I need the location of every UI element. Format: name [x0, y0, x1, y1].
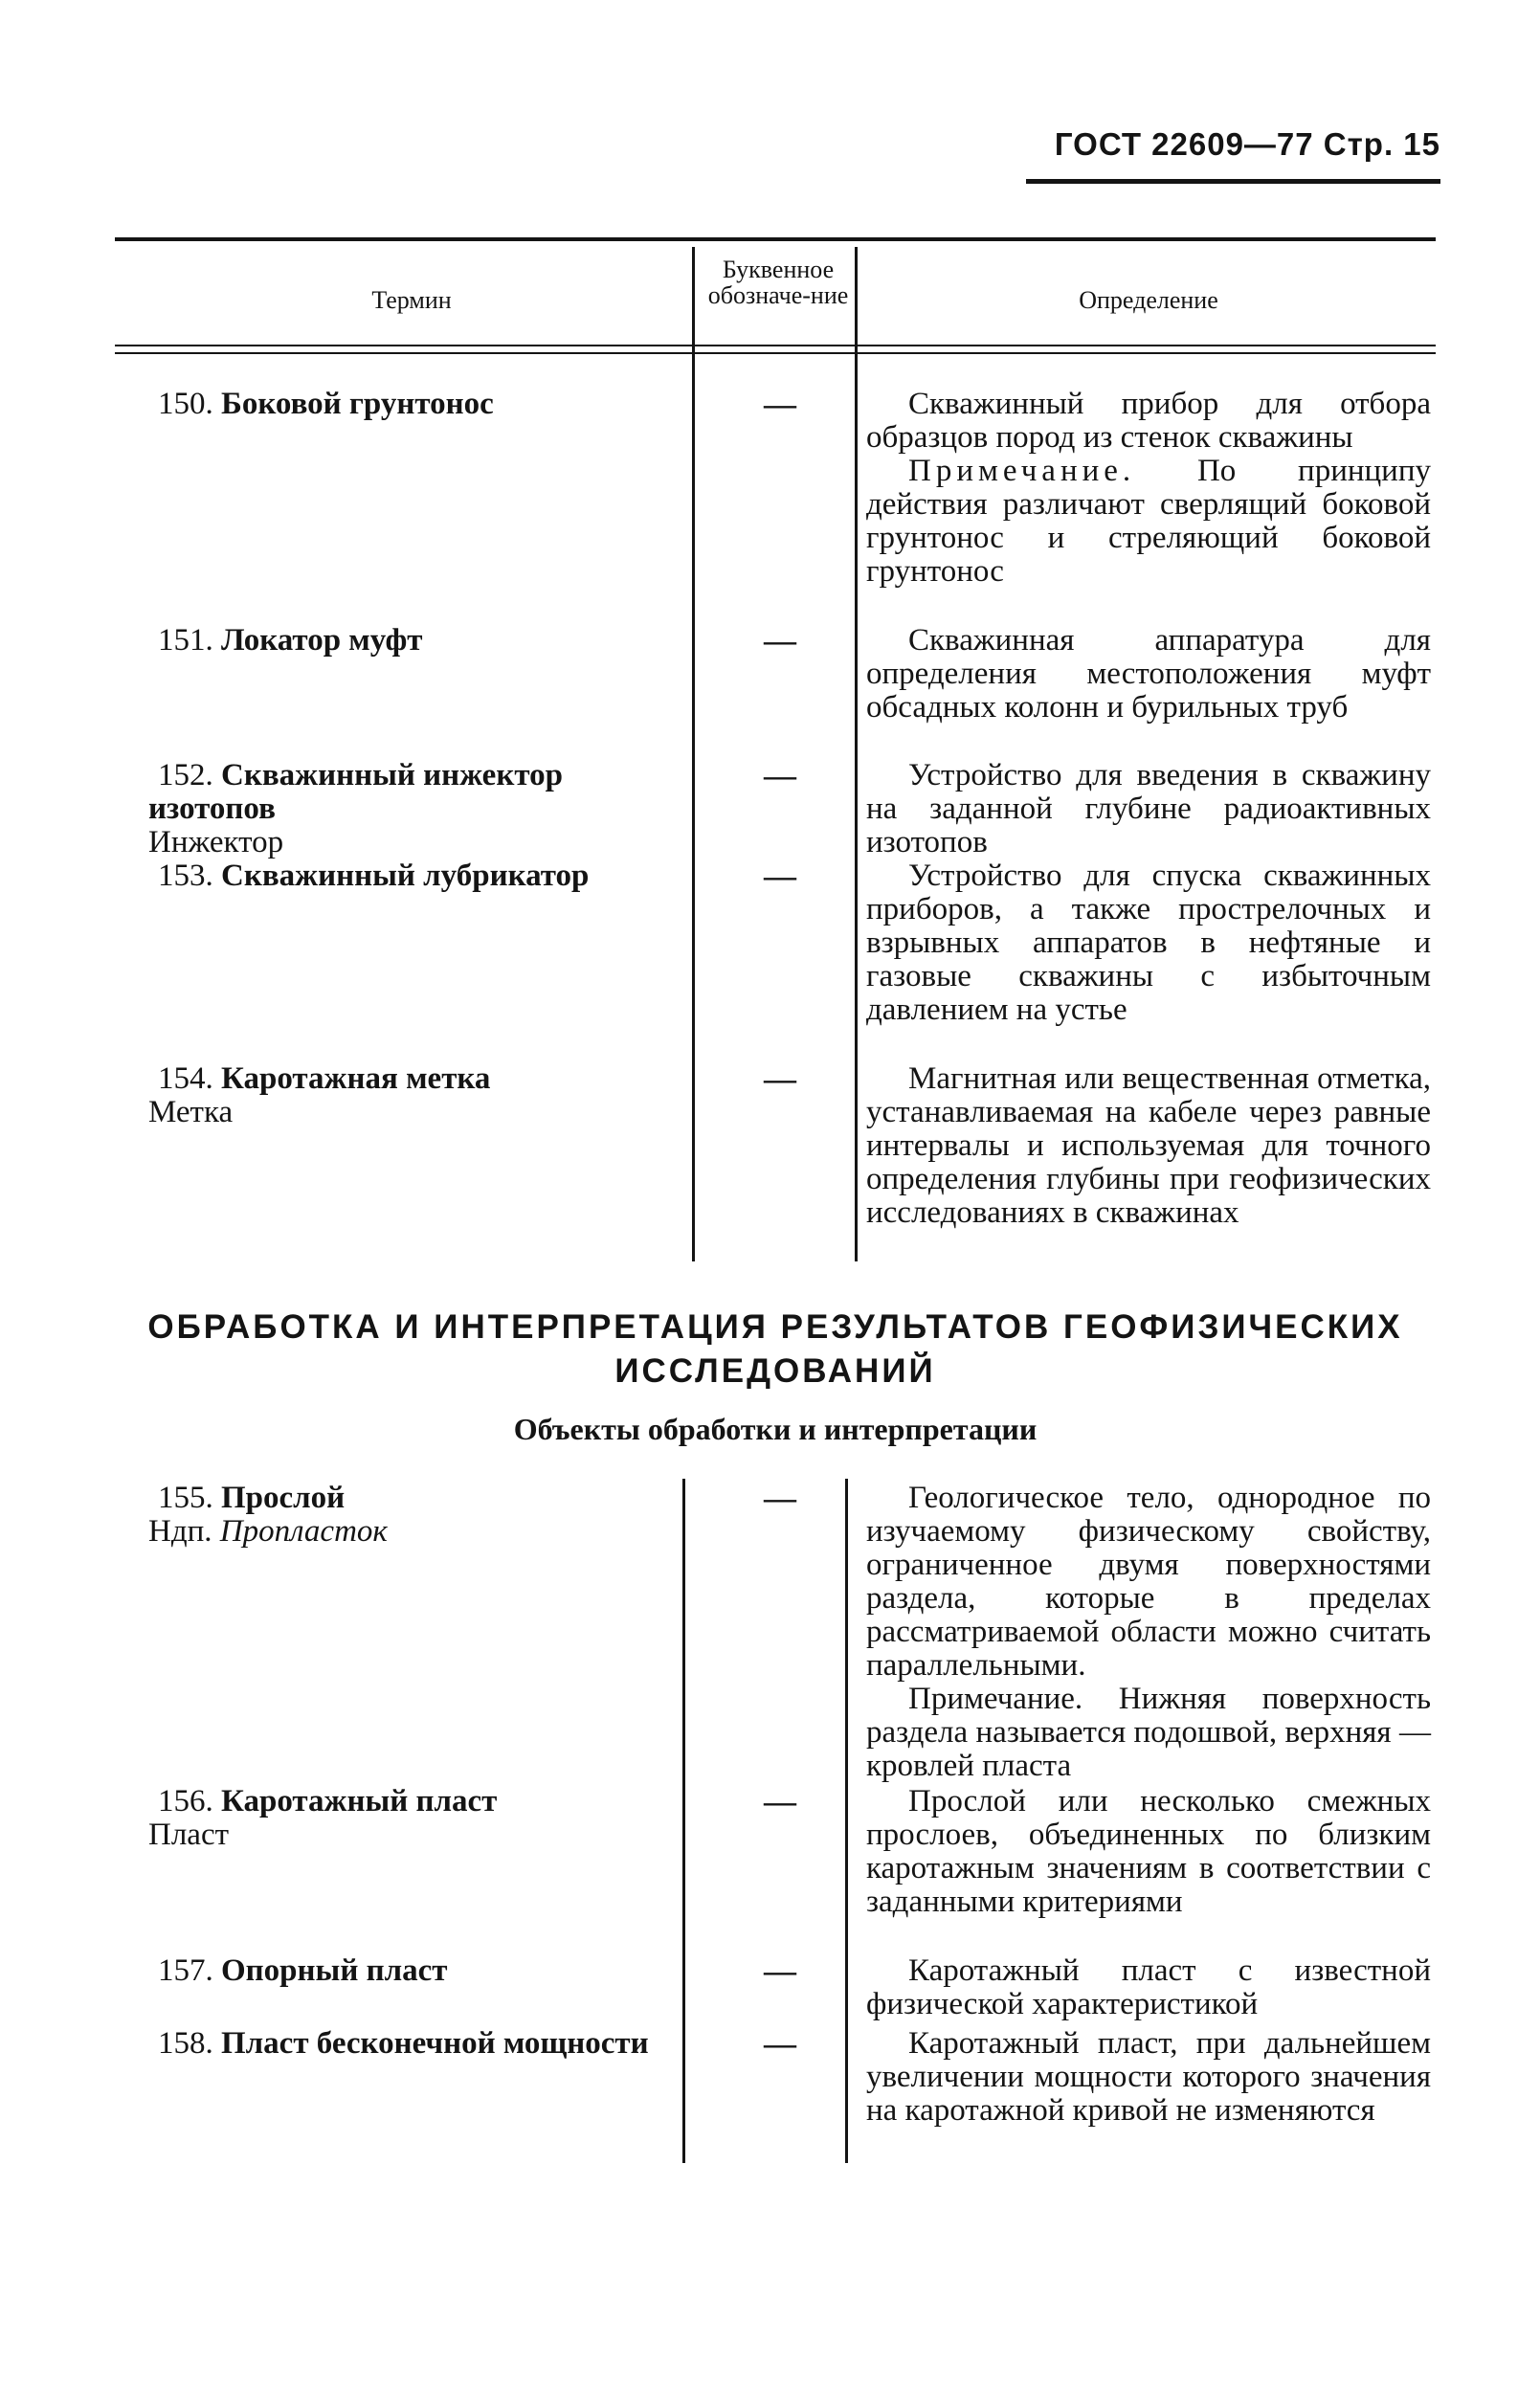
term-name: Боковой грунтонос	[221, 387, 494, 421]
subsection-title: Объекты обработки и интерпретации	[513, 1412, 1038, 1446]
term-synonym: Инжектор	[148, 825, 284, 859]
term-number: 150.	[158, 387, 213, 421]
definition-cell: Устройство для спуска скважинных приборов, а также прострелочных и взрывных аппаратов в нефтяные и газовые скважины с избыточным давлением на устье	[866, 859, 1431, 1027]
term-cell	[148, 1062, 684, 1129]
term-cell	[148, 1785, 684, 1852]
definition-note	[866, 1683, 1431, 1783]
definition-cell	[866, 1482, 1431, 1783]
designation-cell: —	[764, 387, 796, 422]
term-name: Каротажный пласт	[221, 1784, 498, 1818]
column-header-designation: Буквенное обозначе-ние	[707, 256, 849, 309]
table-header-rule-1	[115, 345, 1436, 346]
term-cell	[148, 1482, 684, 1549]
section-title-line-2: ИССЛЕДОВАНИЙ	[614, 1352, 936, 1390]
term-number: 158.	[158, 2026, 213, 2061]
running-head-rule	[1026, 179, 1440, 184]
definition-note	[866, 455, 1431, 589]
table-header-rule-2	[115, 352, 1436, 354]
term-name: Скважинный лубрикатор	[221, 859, 590, 893]
definition-text: Скважинный прибор для отбора образцов пород из стенок скважины	[866, 387, 1431, 455]
synonym-prefix: Ндп.	[148, 1514, 212, 1549]
definition-text: Геологическое тело, однородное по изучаемому физическому свойству, ограниченное двумя поверхностями раздела, которые в пределах рассматриваемой области можно считать параллельными.	[866, 1481, 1431, 1683]
deprecated-synonym: Пропласток	[219, 1514, 388, 1549]
designation-cell: —	[764, 1953, 796, 1989]
designation-cell: —	[764, 859, 796, 894]
term-cell	[148, 1954, 684, 1988]
definition-cell: Прослой или несколько смежных прослоев, объединенных по близким каротажным значениям в соответствии с заданными критериями	[866, 1784, 1431, 1919]
note-text: По принципу действия различают сверлящий боковой грунтонос и стреляющий боковой грунтонос	[866, 454, 1431, 589]
term-name: Локатор муфт	[221, 623, 423, 658]
term-cell	[148, 624, 684, 658]
term-number: 155.	[158, 1481, 213, 1515]
term-number: 152.	[158, 758, 213, 792]
definition-cell: Каротажный пласт с известной физической характеристикой	[866, 1953, 1431, 2021]
table-top-rule	[115, 237, 1436, 241]
designation-cell: —	[764, 1481, 796, 1516]
term-cell	[148, 388, 684, 421]
designation-cell: —	[764, 623, 796, 658]
term-synonym	[148, 1515, 684, 1549]
note-label: Примечание.	[908, 1682, 1083, 1716]
section-title-line-1: ОБРАБОТКА И ИНТЕРПРЕТАЦИЯ РЕЗУЛЬТАТОВ ГЕОФИЗИЧЕСКИХ	[147, 1308, 1403, 1346]
term-number: 151.	[158, 623, 213, 658]
term-synonym: Пласт	[148, 1818, 230, 1852]
term-cell	[148, 2027, 670, 2061]
running-head: ГОСТ 22609—77 Стр. 15	[1054, 126, 1440, 162]
column-header-definition: Определение	[1079, 286, 1218, 314]
definition-cell: Устройство для введения в скважину на заданной глубине радиоактивных изотопов	[866, 758, 1431, 859]
column-header-term: Термин	[371, 286, 452, 314]
term-number: 153.	[158, 859, 213, 893]
term-name: Пласт бесконечной мощности	[221, 2026, 649, 2061]
table1-column-divider-left	[692, 247, 695, 1261]
term-cell	[148, 859, 684, 893]
note-label: Примечание.	[908, 454, 1136, 488]
term-cell	[148, 759, 684, 859]
table1-column-divider-right	[855, 247, 858, 1261]
definition-cell: Скважинная аппаратура для определения местоположения муфт обсадных колонн и бурильных труб	[866, 623, 1431, 725]
term-synonym: Метка	[148, 1095, 234, 1129]
note-text: Нижняя поверхность раздела называется подошвой, верхняя — кровлей пласта	[866, 1682, 1431, 1783]
definition-cell	[866, 388, 1431, 589]
term-name: Каротажная метка	[221, 1061, 491, 1096]
term-number: 156.	[158, 1784, 213, 1818]
designation-cell: —	[764, 1784, 796, 1819]
table2-column-divider-right	[845, 1479, 848, 2163]
term-name: Прослой	[221, 1481, 346, 1515]
term-name: Скважинный инжектор изотопов	[148, 758, 563, 826]
definition-cell: Каротажный пласт, при дальнейшем увеличении мощности которого значения на каротажной кривой не изменяются	[866, 2026, 1431, 2128]
definition-cell: Магнитная или вещественная отметка, устанавливаемая на кабеле через равные интервалы и используемая для точного определения глубины при геофизических исследованиях в скважинах	[866, 1061, 1431, 1230]
term-number: 157.	[158, 1953, 213, 1988]
term-number: 154.	[158, 1061, 213, 1096]
designation-cell: —	[764, 758, 796, 793]
designation-cell: —	[764, 2026, 796, 2062]
term-name: Опорный пласт	[221, 1953, 448, 1988]
designation-cell: —	[764, 1061, 796, 1097]
